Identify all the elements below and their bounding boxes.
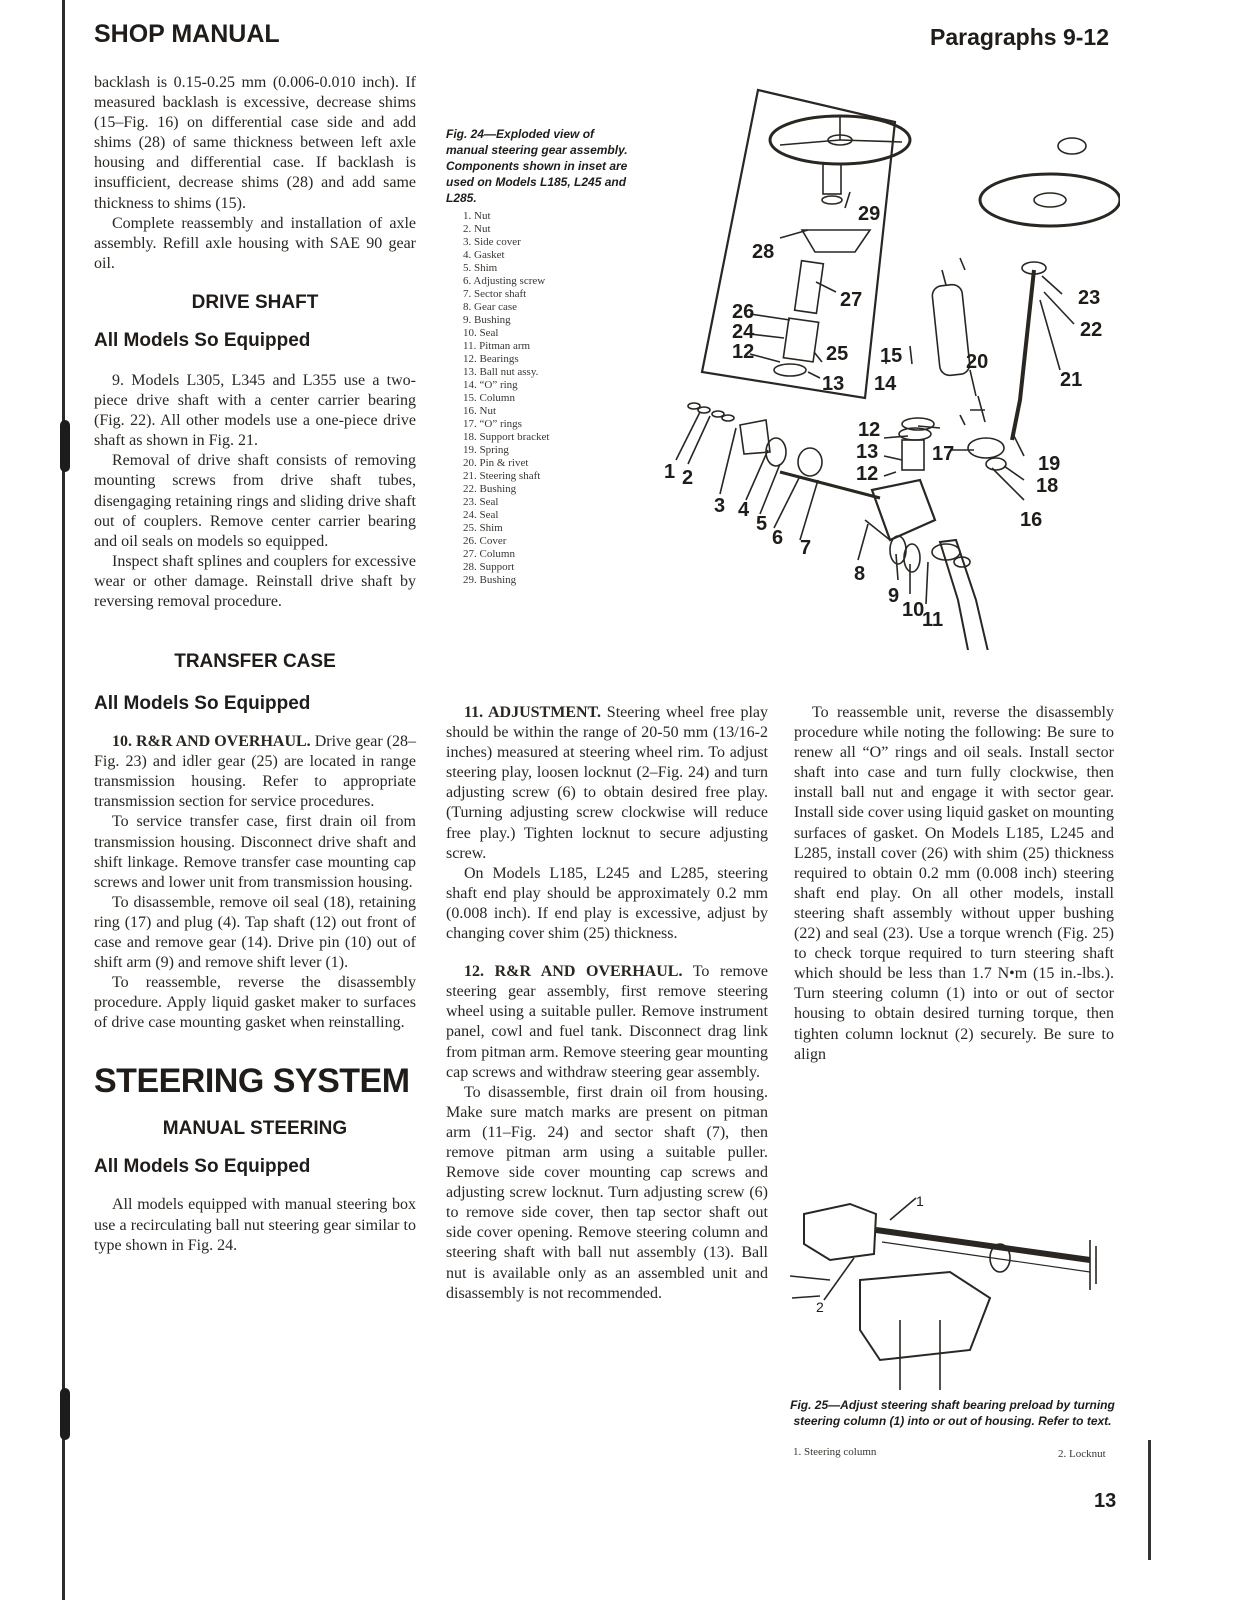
paragraph: To service transfer case, first drain oil from transmission housing. Disconnect drive shaft and shift linkage. Remove transfer case mounting cap screws and lower unit from transmission housing. — [94, 813, 416, 891]
paragraph: To reassemble, reverse the disassembly procedure. Apply liquid gasket maker to surfaces of drive case mounting gasket when reinstalling. — [94, 974, 416, 1032]
exploded-view-diagram — [640, 80, 1120, 650]
legend-item: 18. Support bracket — [463, 431, 550, 443]
paragraph: Complete reassembly and installation of axle assembly. Refill axle housing with SAE 90 gear oil. — [94, 214, 416, 272]
callout-number: 19 — [1038, 453, 1061, 475]
callout-number: 1 — [916, 1193, 924, 1209]
callout-number: 20 — [966, 351, 989, 373]
callout-number: 22 — [1080, 319, 1103, 341]
section-heading: DRIVE SHAFT — [191, 291, 319, 313]
subsection-heading: All Models So Equipped — [94, 693, 311, 715]
column-part — [931, 284, 970, 377]
gear-housing — [804, 1204, 876, 1260]
binding-mark — [60, 420, 70, 472]
paragraph: On Models L185, L245 and L285, steering shaft end play should be approximately 0.2 mm (0.008 inch). If end play is excessive, adjust by changing cover shim (25) thickness. — [446, 864, 768, 943]
legend-item: 7. Sector shaft — [463, 288, 527, 300]
gear-case — [872, 480, 935, 540]
legend-item: 29. Bushing — [463, 574, 517, 586]
running-head: SHOP MANUAL — [94, 20, 280, 48]
middle-column — [446, 703, 768, 1304]
callout-number: 2 — [816, 1299, 824, 1315]
callout-number: 18 — [1036, 475, 1059, 497]
paragraph: Removal of drive shaft consists of removing mounting screws from drive shaft tubes, disengaging retaining rings and sliding drive shaft out of couplers. Remove center carrier bearing and oil seals on models so equipped. — [94, 452, 416, 550]
legend-item: 12. Bearings — [463, 353, 519, 365]
legend-item: 24. Seal — [463, 509, 499, 521]
callout-number: 24 — [732, 321, 755, 343]
legend-item: 5. Shim — [463, 262, 498, 274]
legend-item: 4. Gasket — [463, 249, 505, 261]
paragraph-range: Paragraphs 9-12 — [930, 24, 1109, 50]
legend-item: 10. Seal — [463, 327, 499, 339]
legend-item: 11. Pitman arm — [463, 340, 531, 352]
callout-number: 13 — [856, 441, 879, 463]
callout-number: 25 — [826, 343, 849, 365]
figure-legend-item: 2. Locknut — [1058, 1448, 1106, 1460]
section-heading: TRANSFER CASE — [174, 651, 336, 673]
steering-wheel-icon — [980, 174, 1120, 226]
callout-number: 27 — [840, 289, 863, 311]
callout-number: 12 — [856, 463, 879, 485]
legend-item: 6. Adjusting screw — [463, 275, 546, 287]
legend-item: 2. Nut — [463, 223, 491, 235]
page-edge-line — [62, 0, 65, 1600]
paragraph-lead: 10. R&R AND OVERHAUL. — [112, 733, 311, 751]
callout-number: 11 — [922, 609, 944, 631]
legend-item: 16. Nut — [463, 405, 496, 417]
paragraph-lead: 11. ADJUSTMENT. — [464, 704, 602, 721]
callout-number: 23 — [1078, 287, 1101, 309]
binding-mark — [60, 1388, 70, 1440]
legend-item: 21. Steering shaft — [463, 470, 541, 482]
paragraph: 12. R&R AND OVERHAUL. To remove steering gear assembly, first remove steering wheel using a suitable puller. Remove instrument panel, cowl and fuel tank. Disconnect drag link from pitman arm. Remove steering gear mounting cap screws and withdraw steering gear assembly. — [446, 963, 769, 1081]
callout-number: 2 — [682, 467, 694, 489]
figure-caption: Fig. 24—Exploded view of manual steering gear assembly. Components shown in inset are used on Models L185, L245 and L285. — [446, 127, 628, 205]
legend-item: 20. Pin & rivet — [463, 457, 529, 469]
inset-frame — [702, 90, 895, 398]
paragraph: To disassemble, first drain oil from housing. Make sure match marks are present on pitman arm (11–Fig. 24) and sector shaft (7), then remove pitman arm using a suitable puller. Remove side cover mounting cap screws and adjusting screw locknut. Turn adjusting screw (6) to remove side cover, then tap sector shaft out side cover opening. Remove steering column and steering shaft with ball nut assembly (13). Ball nut is available only as an assembled unit and disassembly is not recommended. — [446, 1083, 768, 1302]
right-column — [794, 703, 1114, 1065]
paragraph: Inspect shaft splines and couplers for excessive wear or other damage. Reinstall drive shaft by reversing removal procedure. — [94, 552, 416, 610]
callout-number: 21 — [1060, 369, 1083, 391]
legend-item: 15. Column — [463, 392, 515, 404]
callout-number: 14 — [874, 373, 897, 395]
callout-number: 3 — [714, 495, 726, 517]
callout-number: 9 — [888, 585, 900, 607]
paragraph-lead: 12. R&R AND OVERHAUL. — [464, 963, 683, 981]
chapter-heading: STEERING SYSTEM — [94, 1062, 410, 1101]
paragraph: 9. Models L305, L345 and L355 use a two-piece drive shaft with a center carrier bearing (Fig. 22). All other models use a one-piece drive shaft as shown in Fig. 21. — [94, 371, 416, 450]
callout-number: 4 — [738, 499, 750, 521]
callout-number: 5 — [756, 513, 768, 535]
legend-item: 1. Nut — [463, 210, 491, 222]
subsection-heading: All Models So Equipped — [94, 1156, 311, 1178]
paragraph: 10. R&R AND OVERHAUL. Drive gear (28–Fig. 23) and idler gear (25) are located in range transmission housing. Refer to appropriate transmission section for service procedures. — [94, 733, 416, 811]
figure-caption: Fig. 25—Adjust steering shaft bearing preload by turning steering column (1) into or out of housing. Refer to text. — [790, 1398, 1115, 1428]
callout-number: 13 — [822, 373, 845, 395]
legend-item: 14. “O” ring — [463, 379, 518, 391]
callout-number: 12 — [858, 419, 881, 441]
callout-number: 7 — [800, 537, 812, 559]
legend-item: 3. Side cover — [463, 236, 521, 248]
figure-legend-item: 1. Steering column — [793, 1446, 877, 1458]
paragraph: To reassemble unit, reverse the disassembly procedure while noting the following: Be sure to renew all “O” rings and oil seals. Install sector shaft into case and turn fully clockwise, then install ball nut and engage it with sector gear. Install side cover using liquid gasket on mounting surfaces of gasket. On Models L185, L245 and L285, install cover (26) with shim (25) thickness required to obtain 0.2 mm (0.008 inch) steering shaft end play. On all other models, install steering shaft assembly without upper bushing (22) and seal (23). Use a torque wrench (Fig. 25) to check torque required to turn steering shaft which should be less than 1.7 N•m (15 in.-lbs.). Turn steering column (1) into or out of sector housing to obtain desired turning torque, then tighten column locknut (2) securely. Be sure to align — [794, 704, 1114, 1063]
legend-item: 17. “O” rings — [463, 418, 522, 430]
section-heading: MANUAL STEERING — [162, 1118, 348, 1140]
legend-item: 26. Cover — [463, 535, 507, 547]
callout-number: 26 — [732, 301, 755, 323]
paragraph: 11. ADJUSTMENT. Steering wheel free play should be within the range of 20-50 mm (13/16-2 inches) measured at steering wheel rim. To adjust steering play, loosen locknut (2–Fig. 24) and turn adjusting screw (6) to obtain desired free play. (Turning adjusting screw clockwise will reduce free play.) Tighten locknut to secure adjusting screw. — [446, 704, 769, 862]
figure-legend — [463, 210, 603, 587]
callout-number: 28 — [752, 241, 775, 263]
legend-item: 19. Spring — [463, 444, 509, 456]
legend-item: 27. Column — [463, 548, 515, 560]
callout-number: 12 — [732, 341, 755, 363]
callout-number: 6 — [772, 527, 784, 549]
callout-number: 17 — [932, 443, 955, 465]
page-number: 13 — [1094, 1490, 1117, 1512]
left-column — [94, 73, 416, 1256]
callout-number: 29 — [858, 203, 881, 225]
paragraph: To disassemble, remove oil seal (18), retaining ring (17) and plug (4). Tap shaft (12) out front of case and remove gear (14). Drive pin (10) out of shift arm (9) and remove shift lever (1). — [94, 893, 416, 972]
callout-number: 1 — [664, 461, 676, 483]
legend-item: 8. Gear case — [463, 301, 518, 313]
legend-item: 28. Support — [463, 561, 515, 573]
vise-icon — [860, 1272, 990, 1360]
legend-item: 9. Bushing — [463, 314, 511, 326]
callout-number: 15 — [880, 345, 903, 367]
torque-check-diagram — [790, 1180, 1120, 1390]
subsection-heading: All Models So Equipped — [94, 329, 311, 351]
paragraph: All models equipped with manual steering box use a recirculating ball nut steering gear similar to type shown in Fig. 24. — [94, 1196, 416, 1254]
callout-number: 16 — [1020, 509, 1043, 531]
legend-item: 23. Seal — [463, 496, 499, 508]
callout-number: 10 — [902, 599, 925, 621]
legend-item: 13. Ball nut assy. — [463, 366, 539, 378]
legend-item: 25. Shim — [463, 522, 503, 534]
callout-number: 8 — [854, 563, 866, 585]
page-edge-line — [1148, 1440, 1151, 1560]
legend-item: 22. Bushing — [463, 483, 517, 495]
paragraph: backlash is 0.15-0.25 mm (0.006-0.010 inch). If measured backlash is excessive, decrease shims (15–Fig. 16) on differential case side and add shims (28) of same thickness between left axle housing and differential case. If backlash is insufficient, decrease shims (28) and add same thickness to shims (15). — [94, 74, 416, 212]
